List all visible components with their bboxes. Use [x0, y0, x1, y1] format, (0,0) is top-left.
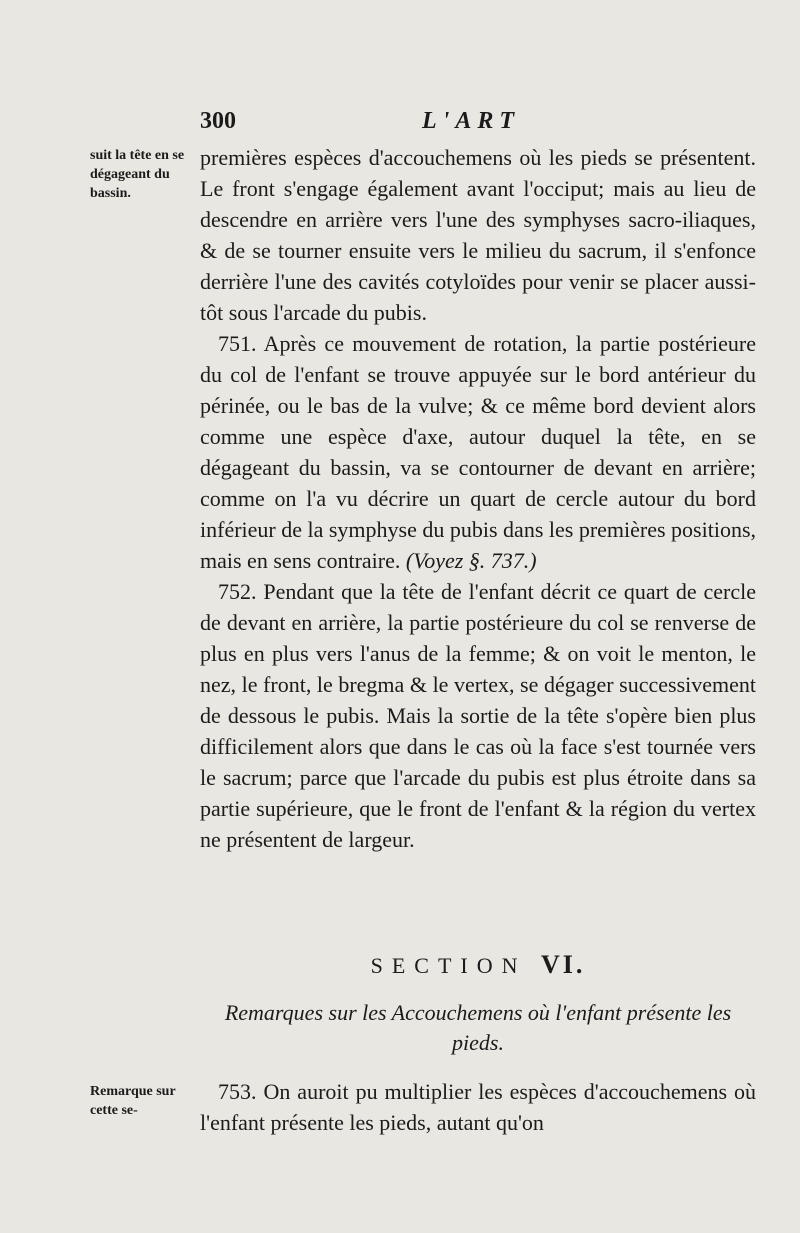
paragraph-continuation: premières espèces d'accouchemens où les pieds se présentent. Le front s'engage également avant l'occiput; mais au lieu de descendre en arrière vers l'une des symphyses sacro-iliaques, & de se tourner ensuite vers le milieu du sacrum, il s'enfonce derrière l'une des cavités cotyloïdes pour venir se placer aussi-tôt sous l'arcade du pubis. — [200, 145, 756, 325]
section-number: VI. — [540, 950, 586, 979]
body-text-lower — [200, 1076, 756, 1138]
running-head — [200, 108, 760, 138]
running-title: L'ART — [422, 108, 521, 134]
page-number: 300 — [200, 108, 236, 134]
paragraph-751-text: 751. Après ce mouvement de rotation, la partie postérieure du col de l'enfant se trouve appuyée sur le bord antérieur du périnée, ou le bas de la vulve; & ce même bord devient alors comme une espèce d'axe, autour duquel la tête, en se dégageant du bassin, va se contourner de devant en arrière; comme on l'a vu décrire un quart de cercle autour du bord inférieur de la symphyse du pubis dans les premières positions, mais en sens contraire. — [200, 331, 757, 573]
paragraph-751 — [200, 328, 756, 576]
margin-note-1: suit la tête en se dégageant du bassin. — [90, 148, 185, 201]
paragraph-753: 753. On auroit pu multiplier les espèces d'accouchemens où l'enfant présente les pieds, autant qu'on — [200, 1079, 756, 1135]
body-text-upper — [200, 142, 756, 855]
section-subtitle: Remarques sur les Accouchemens où l'enfant présente les pieds. — [224, 1000, 732, 1055]
margin-note-2: Remarque sur cette se- — [90, 1084, 176, 1118]
section-heading — [200, 950, 756, 980]
section-label: SECTION — [370, 953, 527, 978]
paragraph-752: 752. Pendant que la tête de l'enfant décrit ce quart de cercle de devant en arrière, la partie postérieure du col se renverse de plus en plus vers l'anus de la femme; & on voit le menton, le nez, le front, le bregma & le vertex, se dégager successivement de dessous le pubis. Mais la sortie de la tête s'opère bien plus difficilement alors que dans le cas où la face s'est tournée vers le sacrum; parce que l'arcade du pubis est plus étroite dans sa partie supérieure, que le front de l'enfant & la région du vertex ne présentent de largeur. — [200, 579, 756, 852]
cross-reference: (Voyez §. 737.) — [405, 548, 537, 573]
